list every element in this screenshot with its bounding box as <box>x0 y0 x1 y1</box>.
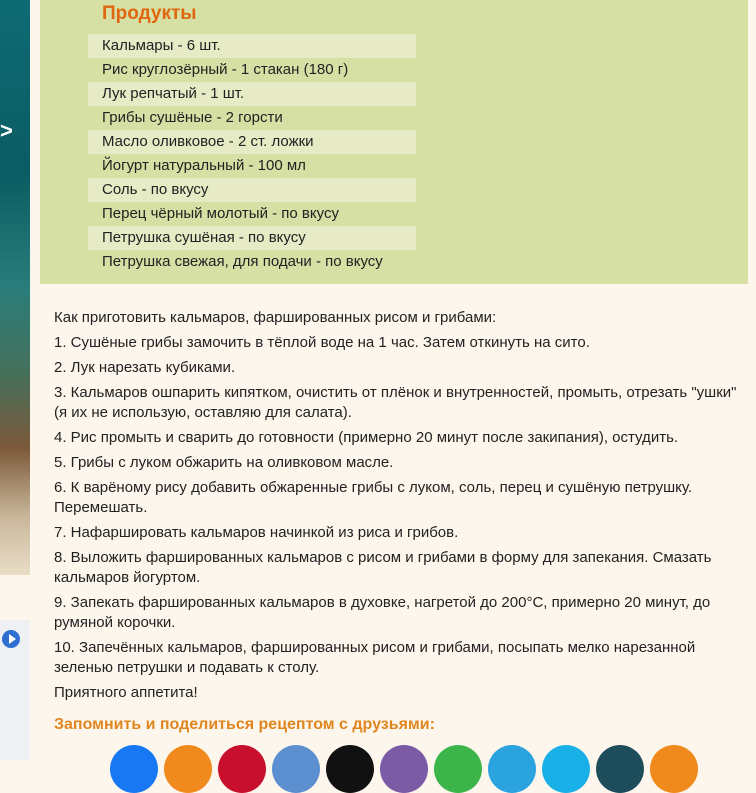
viber-icon[interactable] <box>380 745 428 793</box>
livejournal-icon[interactable] <box>596 745 644 793</box>
step-item: 9. Запекать фаршированных кальмаров в духовке, нагретой до 200°С, примерно 20 минут, до румяной корочки. <box>54 594 711 631</box>
facebook-icon[interactable] <box>110 745 158 793</box>
ingredient-item: Грибы сушёные - 2 горсти <box>102 109 283 126</box>
step-item: 10. Запечённых кальмаров, фаршированных рисом и грибами, посыпать мелко нарезанной зеленью петрушки и подавать к столу. <box>54 639 696 676</box>
play-icon[interactable] <box>2 630 20 648</box>
recipe-instructions <box>54 308 744 708</box>
whatsapp-icon[interactable] <box>434 745 482 793</box>
share-title: Запомнить и поделиться рецептом с друзьями: <box>54 716 435 733</box>
step-item: 6. К варёному рису добавить обжаренные грибы с луком, соль, перец и сушёную петрушку. Перемешать. <box>54 479 693 516</box>
sidebar-photo[interactable] <box>0 0 30 575</box>
telegram-icon[interactable] <box>488 745 536 793</box>
instructions-intro: Как приготовить кальмаров, фаршированных рисом и грибами: <box>54 309 497 326</box>
steps-list <box>54 333 744 678</box>
ingredient-item: Кальмары - 6 шт. <box>88 34 416 58</box>
step-item: 5. Грибы с луком обжарить на оливковом масле. <box>54 454 394 471</box>
ingredient-item: Петрушка сушёная - по вкусу <box>88 226 416 250</box>
ingredient-item: Петрушка свежая, для подачи - по вкусу <box>102 253 383 270</box>
messenger-icon[interactable] <box>542 745 590 793</box>
x-icon[interactable] <box>326 745 374 793</box>
ingredient-item: Соль - по вкусу <box>88 178 416 202</box>
vk-icon[interactable] <box>272 745 320 793</box>
arrow-glyph-icon: > <box>0 118 13 143</box>
ingredient-item: Лук репчатый - 1 шт. <box>88 82 416 106</box>
pinterest-icon[interactable] <box>218 745 266 793</box>
ingredient-item: Перец чёрный молотый - по вкусу <box>102 205 339 222</box>
instructions-outro: Приятного аппетита! <box>54 684 198 701</box>
ingredient-item: Масло оливковое - 2 ст. ложки <box>88 130 416 154</box>
mail-icon[interactable] <box>650 745 698 793</box>
odnoklassniki-icon[interactable] <box>164 745 212 793</box>
step-item: 1. Сушёные грибы замочить в тёплой воде на 1 час. Затем откинуть на сито. <box>54 334 590 351</box>
ingredient-item: Рис круглозёрный - 1 стакан (180 г) <box>102 61 349 78</box>
step-item: 4. Рис промыть и сварить до готовности (примерно 20 минут после закипания), остудить. <box>54 429 679 446</box>
ingredient-item: Йогурт натуральный - 100 мл <box>102 157 306 174</box>
step-item: 2. Лук нарезать кубиками. <box>54 359 236 376</box>
products-title: Продукты <box>102 3 197 24</box>
step-item: 3. Кальмаров ошпарить кипятком, очистить от плёнок и внутренностей, промыть, отрезать "ушки" (я их не использую, оставляю для салата). <box>54 384 737 421</box>
step-item: 7. Нафаршировать кальмаров начинкой из риса и грибов. <box>54 524 459 541</box>
step-item: 8. Выложить фаршированных кальмаров с рисом и грибами в форму для запекания. Смазать кальмаров йогуртом. <box>54 549 712 586</box>
